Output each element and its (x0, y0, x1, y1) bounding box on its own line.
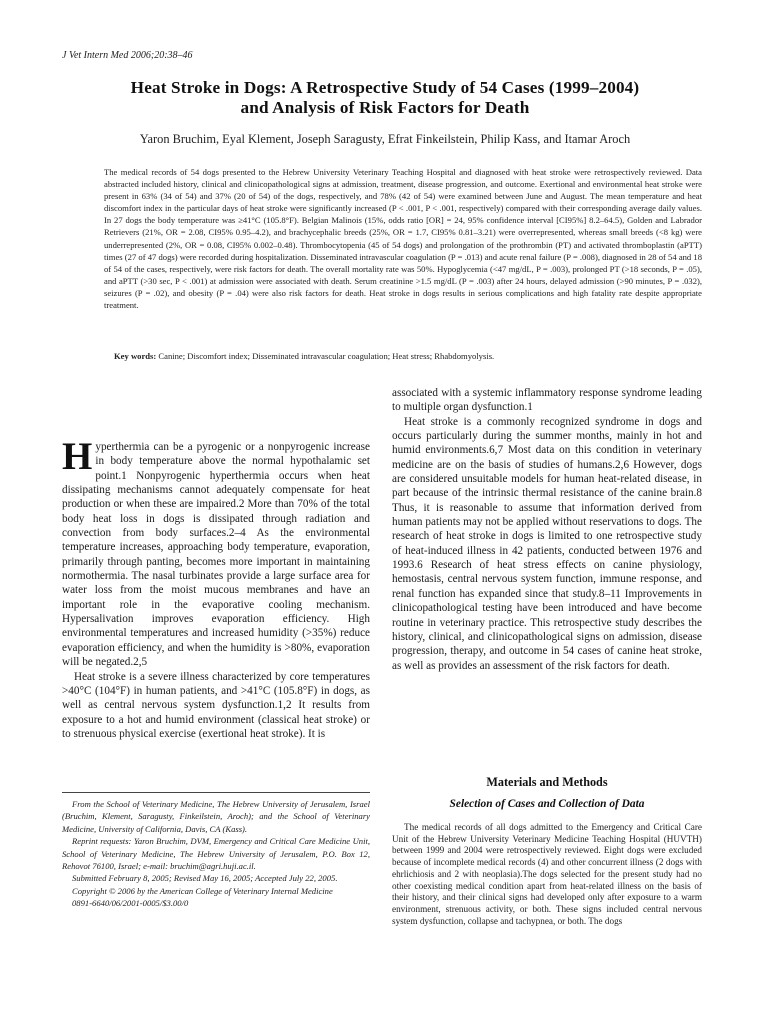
keywords-label: Key words: (114, 351, 157, 361)
intro-paragraph-1 (62, 435, 370, 670)
article-title (40, 78, 730, 118)
subsection-heading-case-selection: Selection of Cases and Collection of Data (449, 798, 645, 810)
methods-paragraph-text: The medical records of all dogs admitted to the Emergency and Critical Care Unit of the Hebrew University Veterinary Medicine Teaching Hospital (HUVTH) between 1999 and 2004 were retrospectively reviewed. Eight dogs were excluded because of incomplete medical records (4) and other concurrent illness (2 dogs with ehrlichiosis and 2 with neoplasia).The dogs selected for the present study had no other coexisting medical condition apart from heat-related illness on the basis of their history, and their clinical signs had developed only after exposure to a warm environment, strenuous activity, or both. These signs included central nervous system dysfunction, collapse and tachypnea, or both. The dogs (392, 822, 702, 926)
footnote-affiliation: From the School of Veterinary Medicine, The Hebrew University of Jerusalem, Israel (Bruchim, Klement, Saragusty, Finkeilstein, Aroch); and the School of Veterinary Medicine, University of California, Davis, CA (Kass). (62, 799, 370, 834)
journal-citation: J Vet Intern Med 2006;20:38–46 (62, 50, 193, 61)
title-line-1: Heat Stroke in Dogs: A Retrospective Study of 54 Cases (1999–2004) (130, 78, 640, 97)
footnote-reprint: Reprint requests: Yaron Bruchim, DVM, Emergency and Critical Care Medicine Unit, School of Veterinary Medicine, The Hebrew University of Jerusalem, P.O. Box 12, Rehovot 76100, Israel; e-mail: bruchim@agri.huji.ac.il. (62, 836, 370, 872)
footnote (62, 798, 370, 910)
abstract: The medical records of 54 dogs presented to the Hebrew University Veterinary Teaching Hospital and diagnosed with heat stroke were retrospectively reviewed. Data abstracted included history, clinical and clinicopathological signs at admission, treatment, disease progression, and outcome. Exertional and environmental heat stroke were present in 63% (34 of 54) and 37% (20 of 54) of the dogs, respectively, and 78% (42 of 54) were examined between June and August. The mean temperature and heat discomfort index in the particular days of heat stroke were significantly increased (P < .001, P < .001, respectively) compared with their corresponding average daily values. In 27 dogs the body temperature was ≥41°C (105.8°F). Belgian Malinois (15%, odds ratio [OR] = 24, 95% confidence interval [CI95%] 8.2–64.5), Golden and Labrador Retrievers (21%, OR = 2.08, CI95% 0.95–4.2), and brachycephalic breeds (25%, OR = 1.7, CI95% 0.81–3.21) were overrepresented, whereas small breeds (<8 kg) were underrepresented (2%, OR = 0.08, CI95% 0.002–0.48). Thrombocytopenia (45 of 54 dogs) and prolongation of the prothrombin (PT) and activated thromboplastin (aPTT) times (27 of 47 dogs) were recorded during hospitalization. Disseminated intravascular coagulation (P = .013) and acute renal failure (P = .008), diagnosed in 28 of 54 and 18 of 54 of the cases, respectively, were risk factors for death. The overall mortality rate was 50%. Hypoglycemia (<47 mg/dL, P = .003), prolonged PT (>18 seconds, P = .05), and aPTT (>30 sec, P < .001) at admission were associated with death. Serum creatinine >1.5 mg/dL (P = .003) after 24 hours, delayed admission (>90 minutes, P = .032), seizures (P = .02), and obesity (P = .04) were also risk factors for death. Heat stroke in dogs results in serious complications and high fatality rate despite appropriate treatment. (104, 167, 702, 311)
footnote-divider (62, 792, 370, 793)
intro-column-right (392, 386, 702, 673)
author-list: Yaron Bruchim, Eyal Klement, Joseph Saragusty, Efrat Finkeilstein, Philip Kass, and Itamar Aroch (139, 132, 631, 146)
intro-paragraph-3: associated with a systemic inflammatory response syndrome leading to multiple organ dysfunction.1 (392, 387, 702, 414)
title-line-2: and Analysis of Risk Factors for Death (240, 98, 530, 117)
footnote-submitted: Submitted February 8, 2005; Revised May 16, 2005; Accepted July 22, 2005. (72, 873, 338, 884)
keywords (114, 350, 714, 362)
intro-column-left (62, 435, 370, 741)
intro-paragraph-2: Heat stroke is a severe illness characterized by core temperatures >40°C (104°F) in human patients, and >41°C (105.8°F) in dogs, as well as central nervous system dysfunction.1,2 It results from exposure to a hot and humid environment (classical heat stroke) or to strenuous physical exercise (exertional heat stroke). It is (62, 670, 370, 740)
keywords-text: Canine; Discomfort index; Disseminated intravascular coagulation; Heat stress; Rhabdomyolysis. (158, 351, 495, 361)
intro-paragraph-4: Heat stroke is a commonly recognized syndrome in dogs and occurs particularly during the summer months, mainly in hot and humid environments.6,7 Most data on this condition in veterinary medicine are on the basis of studies of humans.2,6 However, dogs are considered unsuitable models for human heat-related disease, in part because of the intrinsic thermal resistance of the canine brain.8 Thus, it is reasonable to assume that information derived from human patients may not be applied without reservations to dogs. The research of heat stroke in dogs is limited to one retrospective study of heat-induced illness in 42 patients, conducted between 1976 and 1993.6 Research of heat stress effects on canine physiology, hemostasis, central nervous system function, immune response, and renal function has expanded since that study.8–11 Improvements in clinicopathological testing have been introduced and have become routine in veterinary practice. This retrospective study describes the history, clinical, and clinicopathological signs on admission, disease progression, therapy, and outcome in 54 cases of canine heat stroke, as well as provides an assessment of the risk factors for death. (392, 415, 702, 672)
methods-paragraph (392, 822, 702, 927)
footnote-issn: 0891-6640/06/2001-0005/$3.00/0 (72, 898, 189, 909)
footnote-copyright: Copyright © 2006 by the American College of Veterinary Internal Medicine (72, 885, 333, 896)
section-heading-methods: Materials and Methods (486, 775, 608, 789)
drop-cap: H (62, 435, 93, 478)
intro-paragraph-1-text: yperthermia can be a pyrogenic or a nonpyrogenic increase in body temperature above the normal hypothalamic set point.1 Nonpyrogenic hyperthermia occurs when heat dissipating mechanisms cannot adequately compensate for heat production or when these are impaired.2 More than 70% of the total body heat loss in dogs is dissipated through radiation and convection from body surfaces.2–4 As the environmental temperature increases, approaching body temperature, evaporation, primarily through panting, becomes more important in maintaining normothermia. The nasal turbinates provide a large surface area for water loss from the moist mucous membranes and have an important role in the evaporative cooling mechanism. Hypersalivation improves evaporation efficiency. High environmental temperatures and increased humidity (>35%) reduce evaporation efficiency, and when the humidity is >80%, evaporation will be negated.2,5 (62, 441, 370, 669)
